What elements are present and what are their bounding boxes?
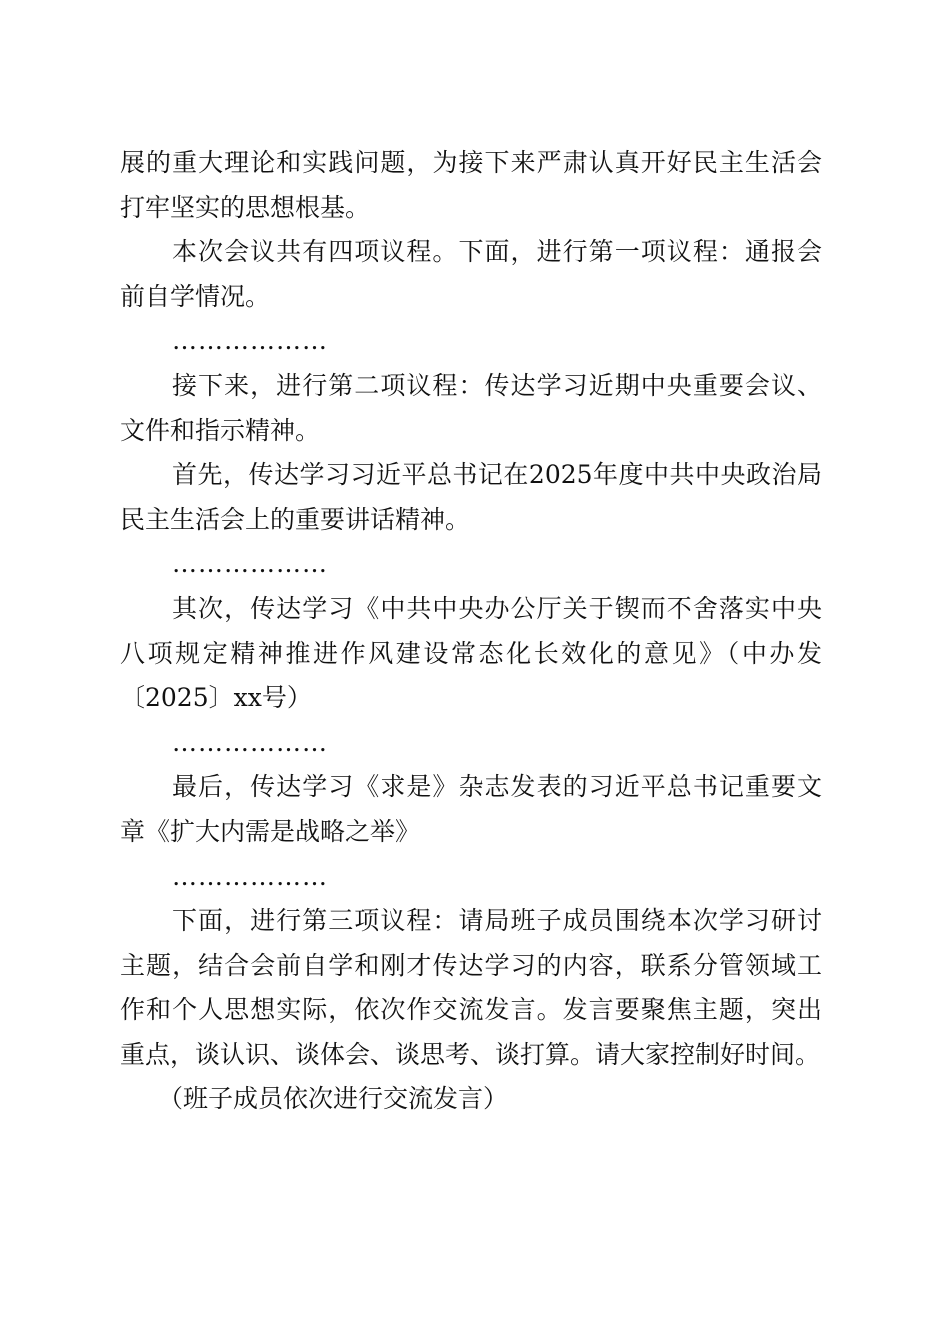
paragraph	[120, 141, 822, 230]
text-line: 前自学情况。	[120, 281, 271, 311]
text-line: 重点，谈认识、谈体会、谈思考、谈打算。请大家控制好时间。	[120, 1039, 821, 1069]
text-line: 主题，结合会前自学和刚才传达学习的内容，联系分管领域工	[120, 950, 822, 980]
text-line: 章《扩大内需是战略之举》	[120, 816, 421, 846]
stage-note	[120, 1077, 822, 1122]
text-line: 〔2025〕xx号）	[120, 683, 312, 713]
text-line: 展的重大理论和实践问题，为接下来严肃认真开好民主生活会	[120, 148, 822, 177]
paragraph	[120, 230, 822, 319]
text-line: 作和个人思想实际，依次作交流发言。发言要聚焦主题，突出	[120, 995, 822, 1025]
text-line: 本次会议共有四项议程。下面，进行第一项议程：通报会	[172, 237, 822, 267]
ellipsis-separator	[120, 319, 822, 364]
text-line: ………………	[172, 549, 328, 579]
paragraph	[120, 587, 822, 721]
document-page	[120, 141, 822, 1122]
paragraph	[120, 899, 822, 1077]
paragraph	[120, 765, 822, 854]
text-line: 首先，传达学习习近平总书记在2025年度中共中央政治局	[172, 460, 822, 490]
text-line: 下面，进行第三项议程：请局班子成员围绕本次学习研讨	[172, 906, 822, 936]
ellipsis-separator	[120, 542, 822, 587]
text-line: 其次，传达学习《中共中央办公厅关于锲而不舍落实中央	[172, 593, 822, 623]
text-line: 打牢坚实的思想根基。	[120, 192, 371, 222]
text-line: ………………	[172, 326, 328, 356]
text-line: 八项规定精神推进作风建设常态化长效化的意见》（中办发	[120, 638, 822, 668]
text-line: ………………	[172, 727, 328, 757]
ellipsis-separator	[120, 855, 822, 900]
paragraph	[120, 364, 822, 453]
text-line: ………………	[172, 861, 328, 891]
paragraph	[120, 453, 822, 542]
text-line: 接下来，进行第二项议程：传达学习近期中央重要会议、	[172, 370, 822, 400]
text-line: （班子成员依次进行交流发言）	[158, 1084, 509, 1114]
text-line: 民主生活会上的重要讲话精神。	[120, 504, 471, 534]
ellipsis-separator	[120, 721, 822, 766]
text-line: 最后，传达学习《求是》杂志发表的习近平总书记重要文	[172, 772, 822, 802]
text-line: 文件和指示精神。	[120, 415, 321, 445]
